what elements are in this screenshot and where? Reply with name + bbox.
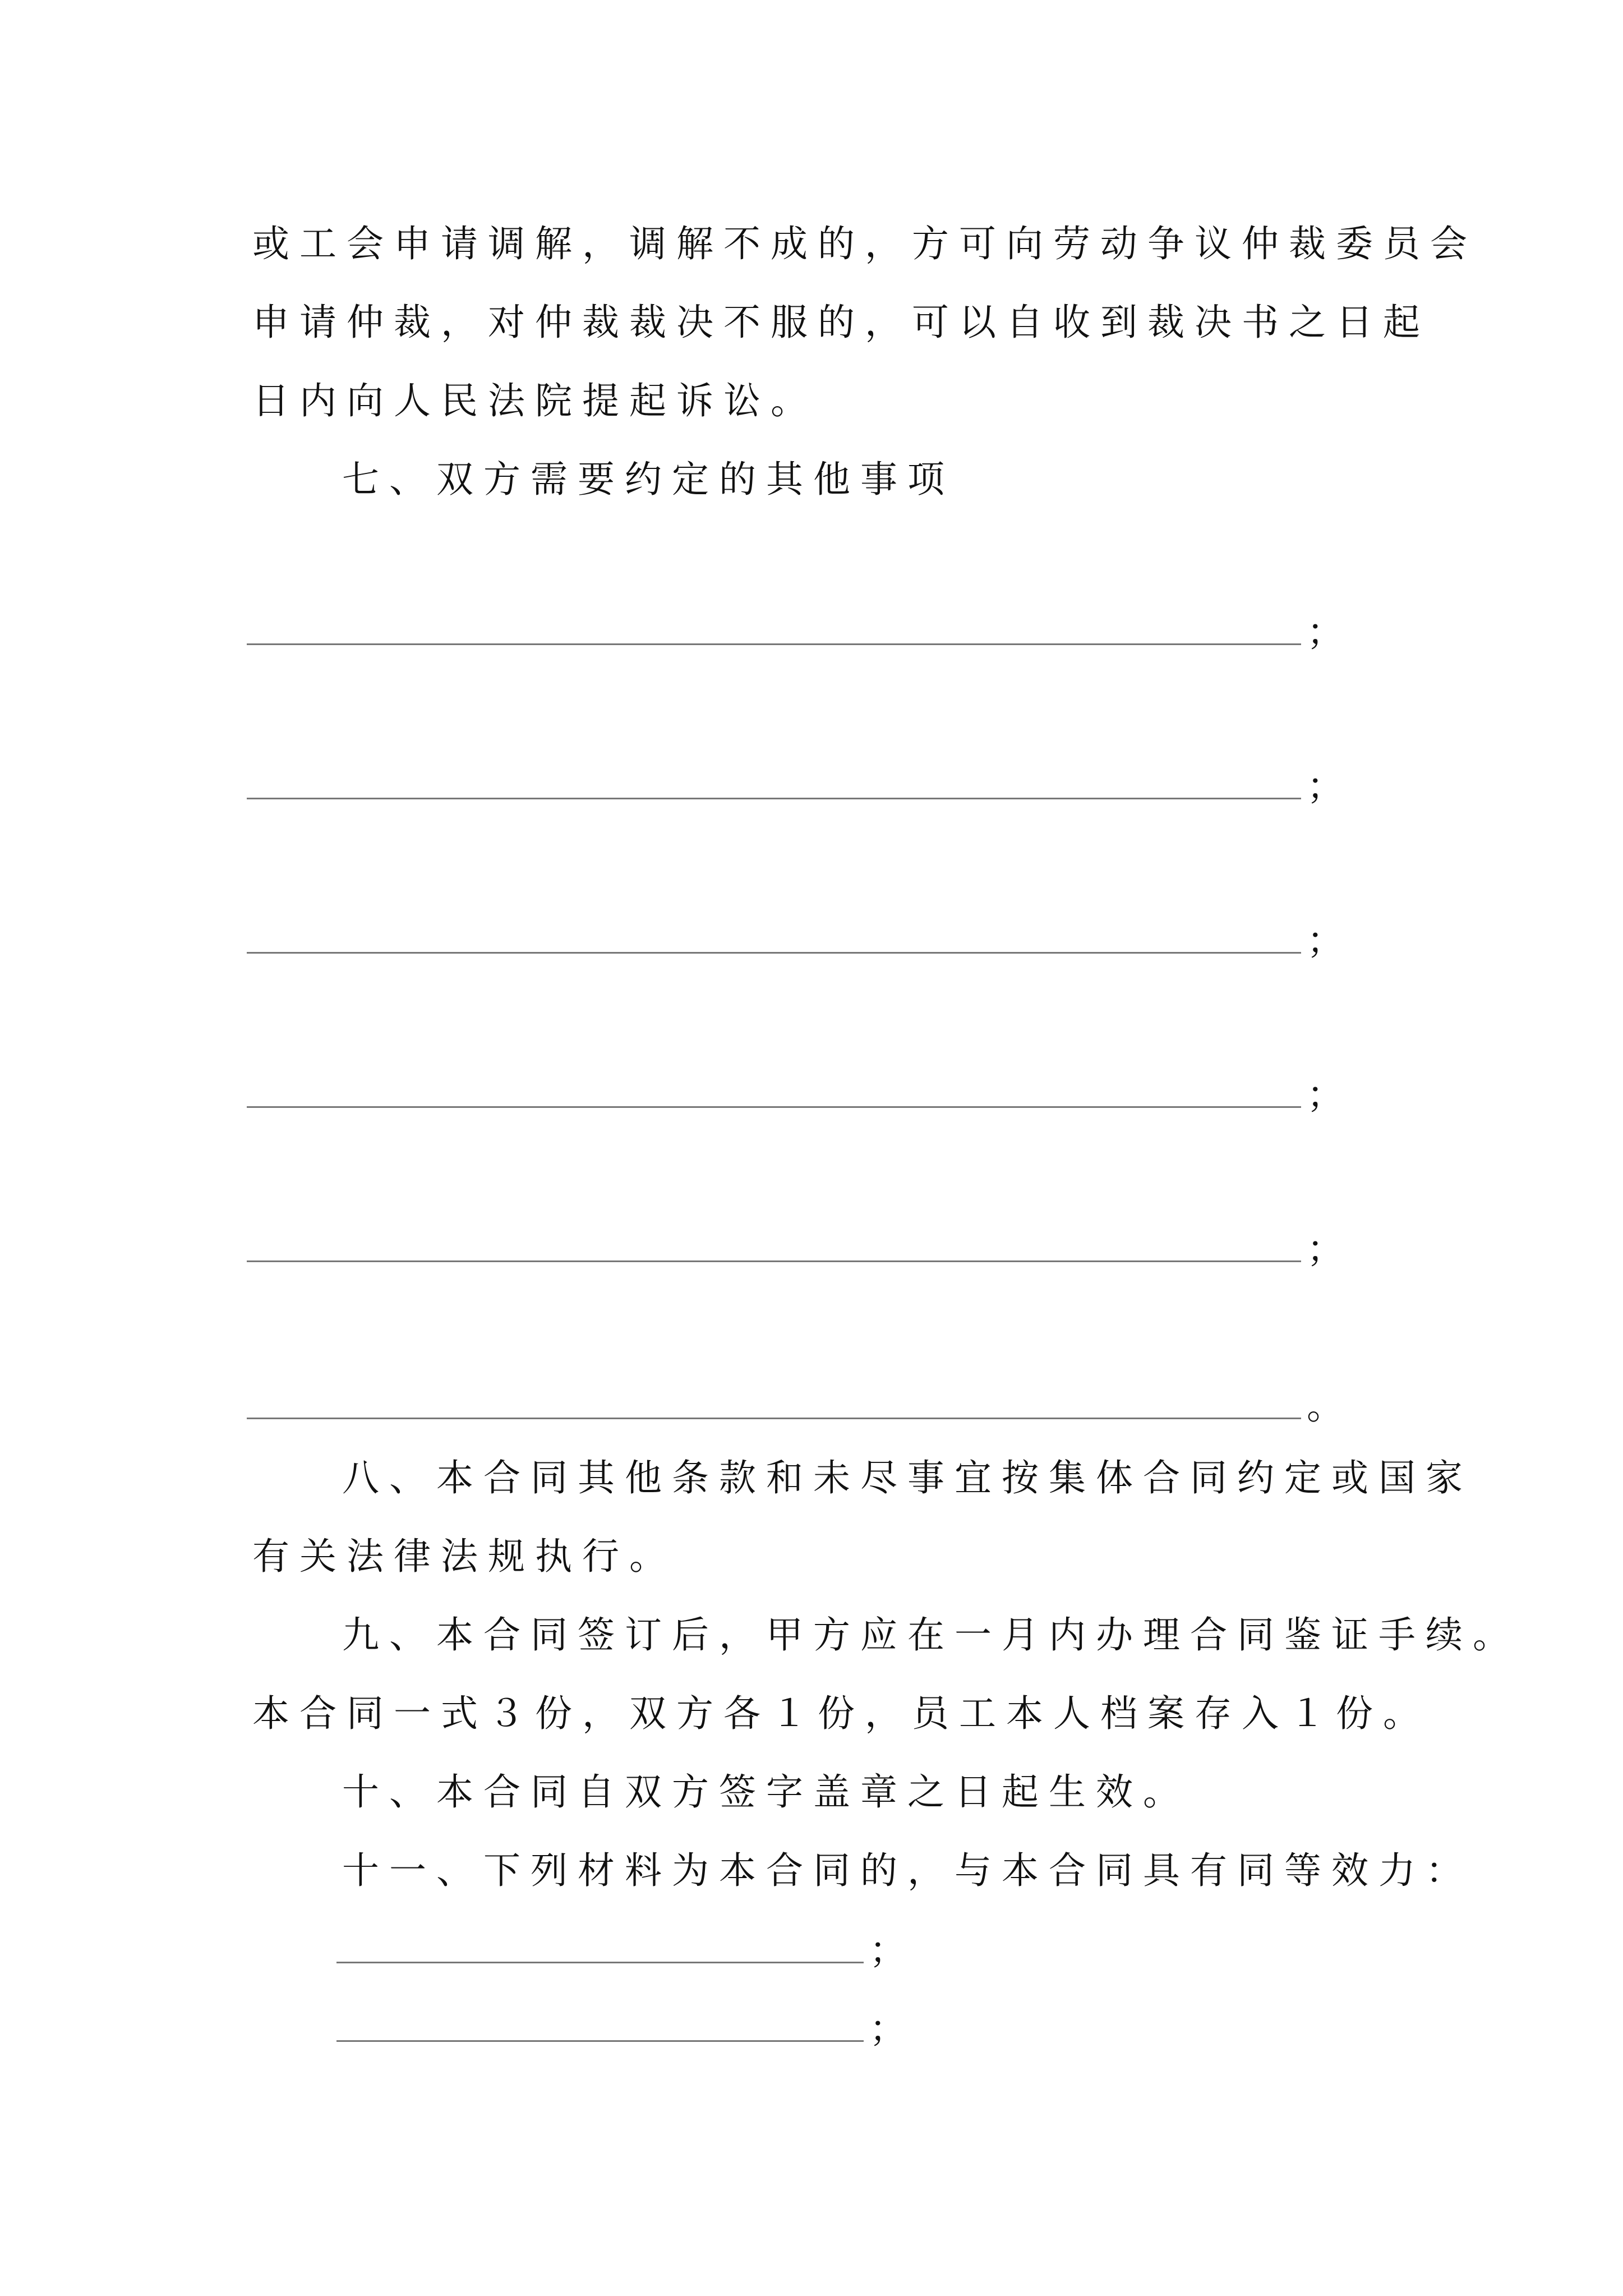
paragraph-6-continuation-line-1: 或工会申请调解，调解不成的，方可向劳动争议仲裁委员会 [252,222,1477,265]
blank-underline [247,1106,1301,1108]
blank-underline [247,952,1301,954]
blank-terminator: ； [869,1929,906,1972]
section-9-line-1: 九、本合同签订后，甲方应在一月内办理合同鉴证手续。 [342,1613,1520,1657]
blank-terminator: ； [1307,610,1344,654]
blank-underline [336,1962,864,1963]
blank-underline [247,798,1301,799]
section-8-line-1: 八、本合同其他条款和未尽事宜按集体合同约定或国家 [342,1456,1473,1499]
section-8-line-2: 有关法律法规执行。 [252,1535,676,1578]
blank-underline [247,1260,1301,1262]
paragraph-6-continuation-line-2: 申请仲裁，对仲裁裁决不服的，可以自收到裁决书之日起 [252,301,1430,344]
blank-terminator: ； [1307,919,1344,962]
blank-underline [247,1418,1301,1419]
blank-underline [247,643,1301,645]
blank-underline [336,2040,864,2042]
blank-terminator: ； [869,2007,906,2050]
blank-terminator: ； [1307,765,1344,808]
blank-terminator: ； [1307,1073,1344,1116]
section-11: 十一、下列材料为本合同的，与本合同具有同等效力： [342,1849,1473,1892]
paragraph-6-continuation-line-3: 日内向人民法院提起诉讼。 [252,379,818,422]
section-9-line-2: 本合同一式３份，双方各１份，员工本人档案存入１份。 [252,1692,1430,1735]
blank-terminator: ； [1307,1227,1344,1271]
blank-terminator: 。 [1307,1384,1344,1428]
section-10: 十、本合同自双方签字盖章之日起生效。 [342,1770,1190,1814]
section-7-heading: 七、双方需要约定的其他事项 [342,458,955,501]
